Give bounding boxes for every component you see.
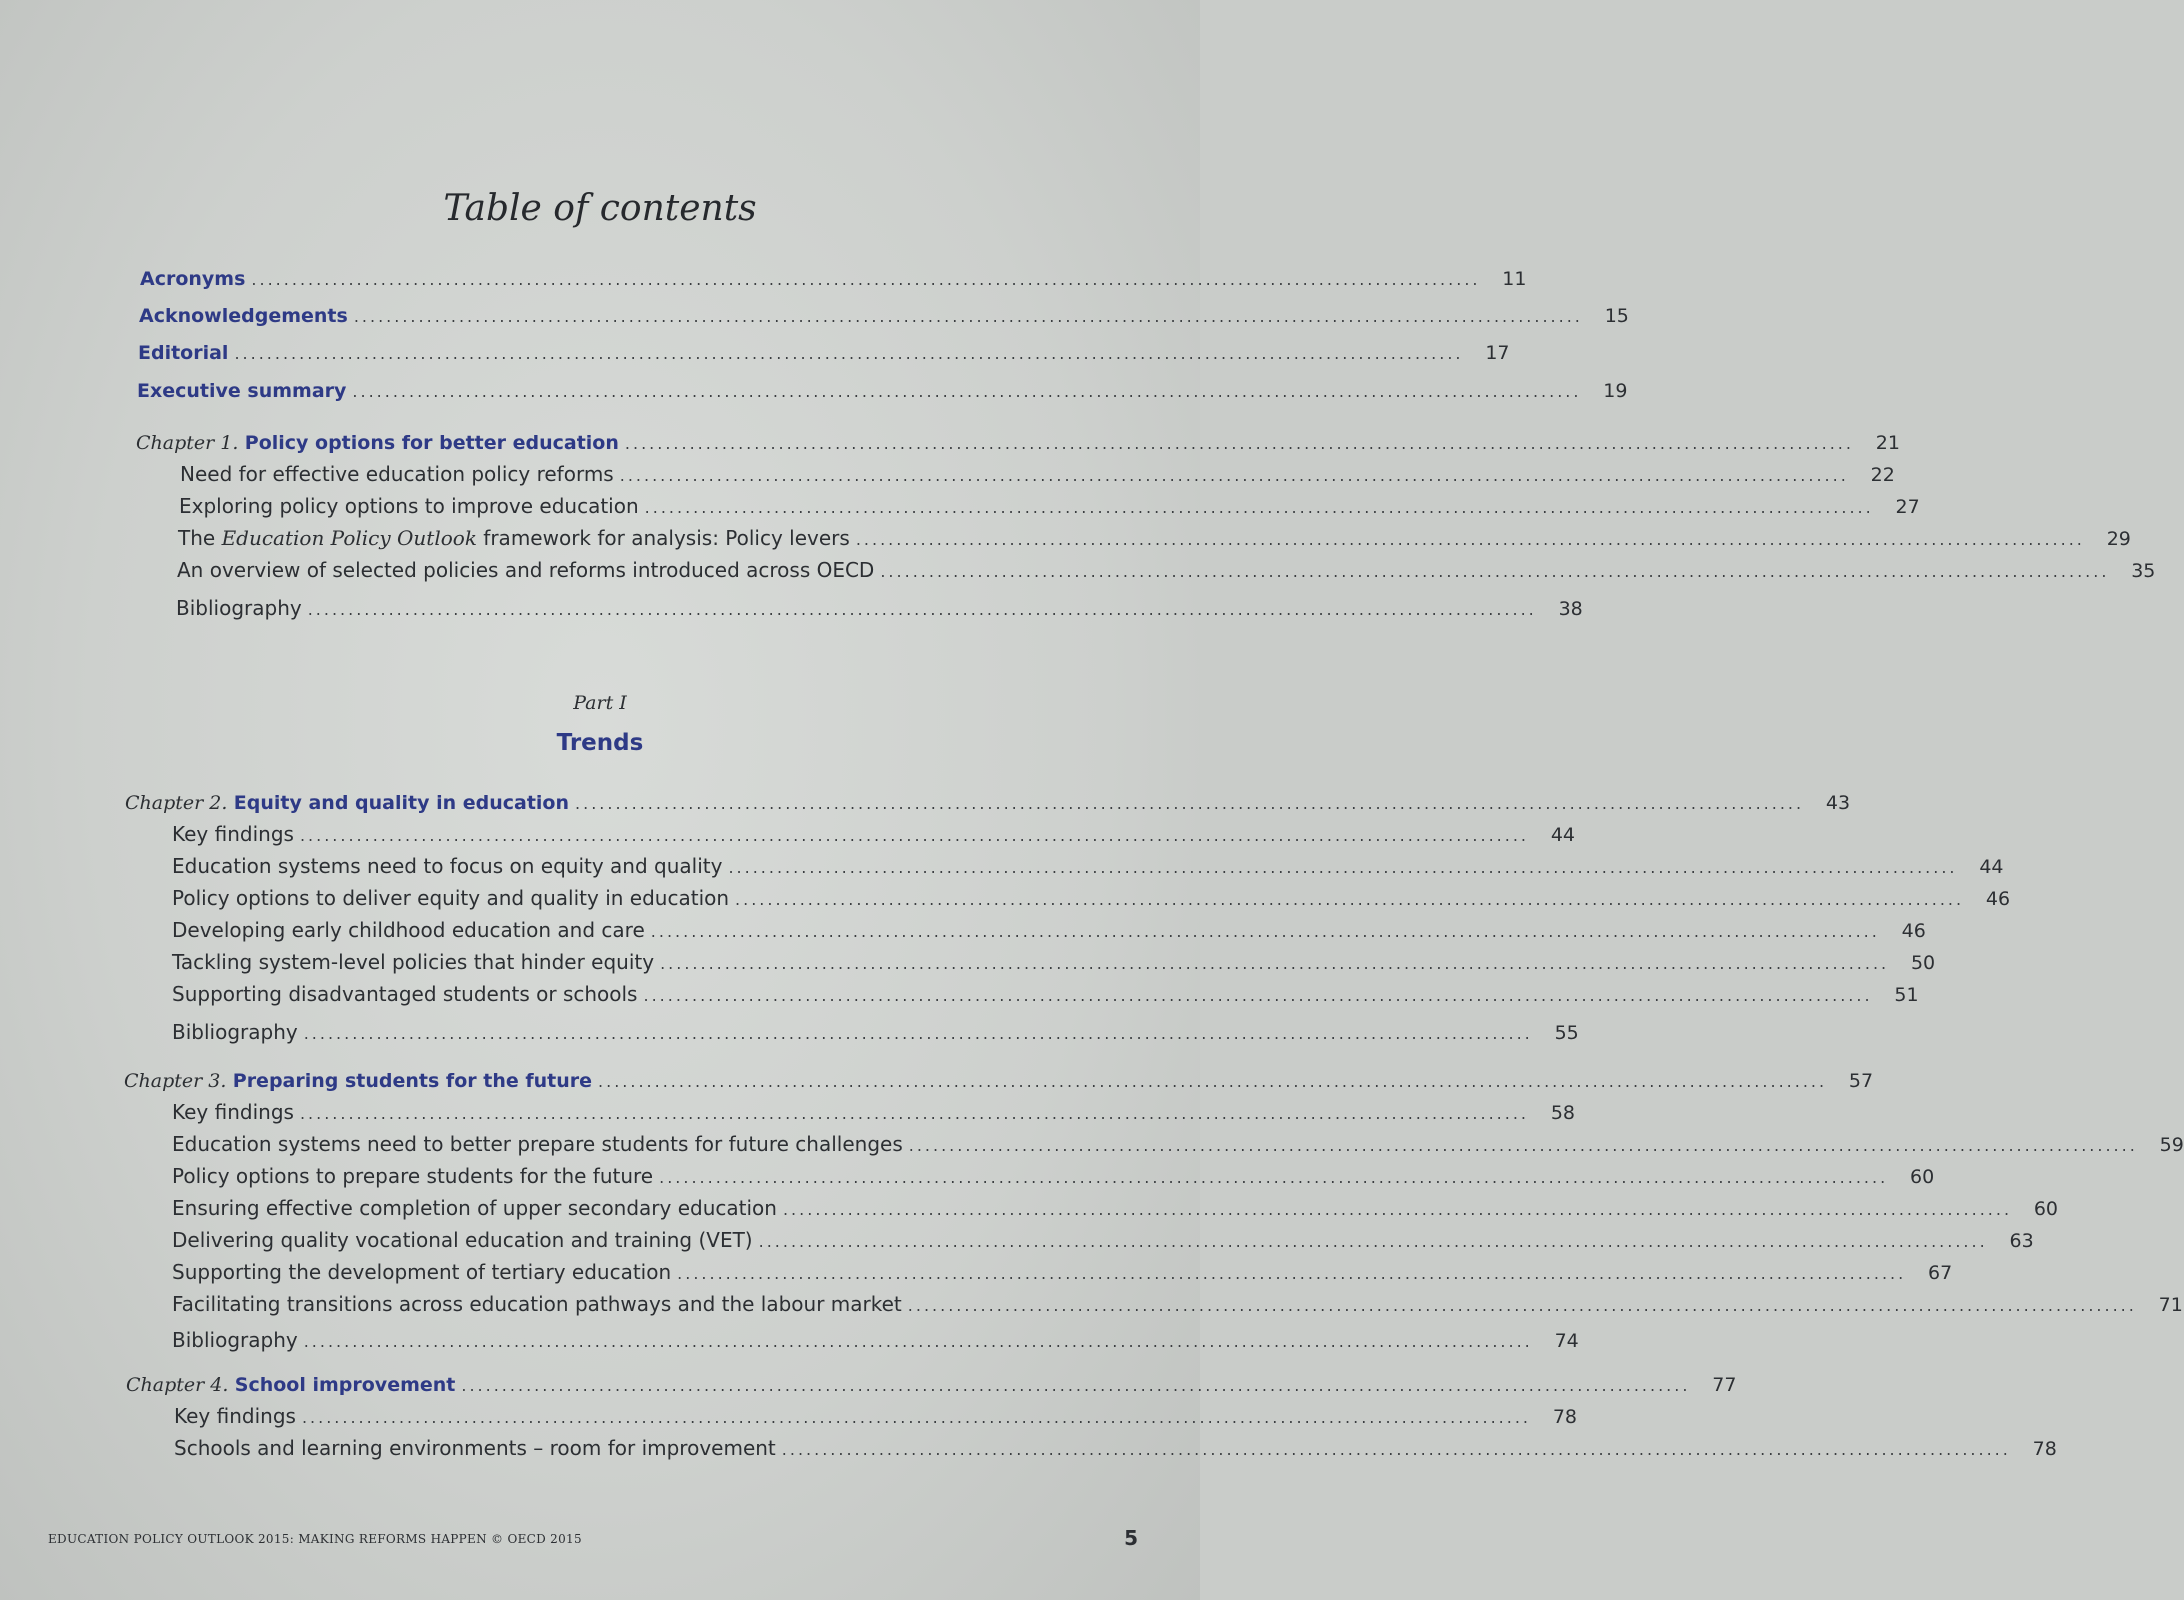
dot-leader: ........................................................................................................................................................ — [660, 954, 1890, 973]
toc-entry-label: Policy options to deliver equity and quality in education — [172, 886, 730, 910]
toc-page-number: 35 — [2131, 560, 2156, 582]
chapter-title: Policy options for better education — [244, 432, 619, 454]
running-footer: EDUCATION POLICY OUTLOOK 2015: MAKING REFORMS HAPPEN © OECD 2015 — [48, 1532, 582, 1546]
toc-page-number: 27 — [1895, 496, 1920, 518]
toc-section[interactable] — [172, 1228, 2034, 1256]
toc-section[interactable] — [172, 982, 1919, 1010]
dot-leader: ........................................................................................................................................................ — [677, 1264, 1907, 1283]
toc-entry-label: Delivering quality vocational education and training (VET) — [172, 1228, 753, 1252]
toc-entry-label: Acknowledgements — [139, 305, 348, 327]
toc-section[interactable] — [172, 1164, 1935, 1192]
dot-leader: ........................................................................................................................................................ — [461, 1376, 1691, 1395]
toc-entry-label: Editorial — [138, 342, 229, 364]
toc-section[interactable] — [172, 822, 1575, 850]
toc-chapter-2[interactable] — [125, 790, 1851, 818]
chapter-prefix: Chapter 2. — [125, 792, 228, 814]
dot-leader: ........................................................................................................................................................ — [352, 382, 1582, 401]
toc-page-number: 50 — [1910, 952, 1936, 974]
dot-leader: ........................................................................................................................................................ — [880, 562, 2110, 581]
dot-leader: ........................................................................................................................................................ — [728, 858, 1958, 877]
dot-leader: ........................................................................................................................................................ — [907, 1296, 2137, 1315]
toc-page-number: 46 — [1901, 920, 1926, 942]
toc-page-number: 29 — [2106, 528, 2131, 550]
toc-page-number: 44 — [1550, 824, 1575, 846]
dot-leader: ........................................................................................................................................................ — [758, 1232, 1988, 1251]
toc-entry-label: Supporting the development of tertiary education — [172, 1260, 672, 1284]
toc-entry-label: Facilitating transitions across education pathways and the labour market — [172, 1292, 902, 1316]
toc-section[interactable] — [172, 886, 2011, 914]
toc-section[interactable] — [172, 950, 1936, 978]
toc-page-number: 59 — [2159, 1134, 2184, 1156]
toc-chapter-3[interactable] — [124, 1068, 1874, 1096]
toc-page-number: 22 — [1870, 464, 1895, 486]
toc-entry-executive-summary[interactable] — [137, 380, 1628, 408]
toc-page-number: 15 — [1604, 305, 1629, 327]
toc-chapter-4[interactable] — [126, 1372, 1737, 1400]
chapter-title: Preparing students for the future — [232, 1070, 593, 1092]
toc-section[interactable] — [174, 1436, 2057, 1464]
chapter-prefix: Chapter 3. — [124, 1070, 227, 1092]
toc-entry-label: Supporting disadvantaged students or schools — [172, 982, 638, 1006]
dot-leader: ........................................................................................................................................................ — [598, 1072, 1828, 1091]
toc-entry-label: Ensuring effective completion of upper secondary education — [172, 1196, 777, 1220]
dot-leader: ........................................................................................................................................................ — [624, 434, 1854, 453]
chapter-title: School improvement — [234, 1374, 456, 1396]
dot-leader: ........................................................................................................................................................ — [643, 986, 1873, 1005]
toc-section[interactable] — [172, 918, 1926, 946]
toc-section[interactable] — [180, 462, 1895, 490]
toc-entry-acronyms[interactable] — [140, 268, 1527, 296]
toc-entry-label: Key findings — [172, 1100, 294, 1124]
toc-entry-label: Key findings — [174, 1404, 296, 1428]
toc-entry-acknowledgements[interactable] — [139, 305, 1629, 333]
toc-section[interactable] — [172, 1132, 2184, 1160]
toc-entry-editorial[interactable] — [138, 342, 1510, 370]
show-through-text — [140, 10, 1040, 30]
toc-page-number: 78 — [2032, 1438, 2057, 1460]
toc-section[interactable] — [178, 526, 2131, 554]
toc-section[interactable] — [174, 1404, 1577, 1432]
chapter-prefix: Chapter 4. — [126, 1374, 229, 1396]
toc-section[interactable] — [177, 558, 2156, 586]
toc-entry-label: Key findings — [172, 822, 294, 846]
dot-leader: ........................................................................................................................................................ — [303, 1332, 1533, 1351]
toc-entry-label: Policy options to prepare students for the future — [172, 1164, 654, 1188]
toc-page-number: 74 — [1554, 1330, 1579, 1352]
dot-leader: ........................................................................................................................................................ — [782, 1200, 2013, 1219]
toc-entry-label: Education systems need to better prepare students for future challenges — [172, 1132, 903, 1156]
toc-page-number: 51 — [1894, 984, 1919, 1006]
dot-leader: ........................................................................................................................................................ — [234, 344, 1464, 363]
toc-entry-label: Need for effective education policy reforms — [180, 462, 614, 486]
toc-entry-label: An overview of selected policies and reforms introduced across OECD — [177, 558, 875, 582]
dot-leader: ........................................................................................................................................................ — [735, 890, 1965, 909]
toc-entry-label: Bibliography — [172, 1328, 298, 1352]
toc-page-number: 46 — [1985, 888, 2011, 910]
page-number: 5 — [1124, 1526, 1138, 1550]
dot-leader: ........................................................................................................................................................ — [299, 1104, 1529, 1123]
dot-leader: ........................................................................................................................................................ — [619, 466, 1849, 485]
toc-entry-label-pre: The — [178, 526, 222, 550]
toc-page-number: 63 — [2009, 1230, 2034, 1252]
toc-section-bibliography[interactable] — [176, 596, 1583, 624]
dot-leader: ........................................................................................................................................................ — [303, 1024, 1533, 1043]
toc-page-number: 21 — [1875, 432, 1900, 454]
chapter-title: Equity and quality in education — [233, 792, 570, 814]
toc-entry-label: Tackling system-level policies that hinder equity — [172, 950, 655, 974]
dot-leader: ........................................................................................................................................................ — [307, 600, 1537, 619]
dot-leader: ........................................................................................................................................................ — [575, 794, 1805, 813]
toc-page-number: 58 — [1550, 1102, 1575, 1124]
toc-section[interactable] — [172, 1260, 1953, 1288]
toc-page-number: 38 — [1558, 598, 1583, 620]
toc-entry-label: Bibliography — [176, 596, 302, 620]
toc-page-number: 44 — [1979, 856, 2004, 878]
dot-leader: ........................................................................................................................................................ — [659, 1168, 1889, 1187]
toc-section[interactable] — [172, 1196, 2059, 1224]
toc-section[interactable] — [172, 1292, 2183, 1320]
toc-section-bibliography[interactable] — [172, 1020, 1579, 1048]
dot-leader: ........................................................................................................................................................ — [781, 1440, 2011, 1459]
toc-page-number: 57 — [1848, 1070, 1874, 1092]
dot-leader: ........................................................................................................................................................ — [301, 1408, 1531, 1427]
dot-leader: ........................................................................................................................................................ — [650, 922, 1880, 941]
dot-leader: ........................................................................................................................................................ — [299, 826, 1529, 845]
dot-leader: ........................................................................................................................................................ — [908, 1136, 2138, 1155]
toc-section-bibliography[interactable] — [172, 1328, 1579, 1356]
page-title: Table of contents — [443, 188, 757, 229]
toc-page-number: 19 — [1603, 380, 1628, 402]
toc-section[interactable] — [179, 494, 1920, 522]
part-label: Part I — [573, 692, 627, 714]
toc-page-number: 78 — [1552, 1406, 1577, 1428]
dot-leader: ........................................................................................................................................................ — [251, 270, 1481, 289]
toc-chapter-1[interactable] — [136, 430, 1900, 458]
toc-page-number: 17 — [1485, 342, 1510, 364]
chapter-prefix: Chapter 1. — [136, 432, 239, 454]
toc-page-number: 11 — [1502, 268, 1527, 290]
toc-entry-label: Executive summary — [137, 380, 347, 402]
toc-page-number: 43 — [1825, 792, 1851, 814]
toc-section[interactable] — [172, 854, 2004, 882]
toc-entry-label: Schools and learning environments – room for improvement — [174, 1436, 776, 1460]
toc-entry-label-italic: Education Policy Outlook — [221, 526, 477, 550]
toc-section[interactable] — [172, 1100, 1575, 1128]
toc-page-number: 60 — [2033, 1198, 2059, 1220]
toc-entry-label: Education systems need to focus on equity and quality — [172, 854, 723, 878]
toc-entry-label: Acronyms — [140, 268, 246, 290]
toc-page-number: 71 — [2158, 1294, 2183, 1316]
toc-entry-label-post: framework for analysis: Policy levers — [476, 526, 850, 550]
part-title[interactable]: Trends — [556, 730, 644, 756]
toc-page-number: 60 — [1910, 1166, 1935, 1188]
dot-leader: ........................................................................................................................................................ — [353, 307, 1583, 326]
toc-page-number: 77 — [1712, 1374, 1737, 1396]
dot-leader: ........................................................................................................................................................ — [855, 530, 2085, 549]
dot-leader: ........................................................................................................................................................ — [644, 498, 1874, 517]
toc-entry-label: Bibliography — [172, 1020, 298, 1044]
toc-page-number: 67 — [1928, 1262, 1953, 1284]
toc-entry-label: Developing early childhood education and care — [172, 918, 645, 942]
toc-page-number: 55 — [1554, 1022, 1579, 1044]
toc-entry-label: Exploring policy options to improve education — [179, 494, 639, 518]
